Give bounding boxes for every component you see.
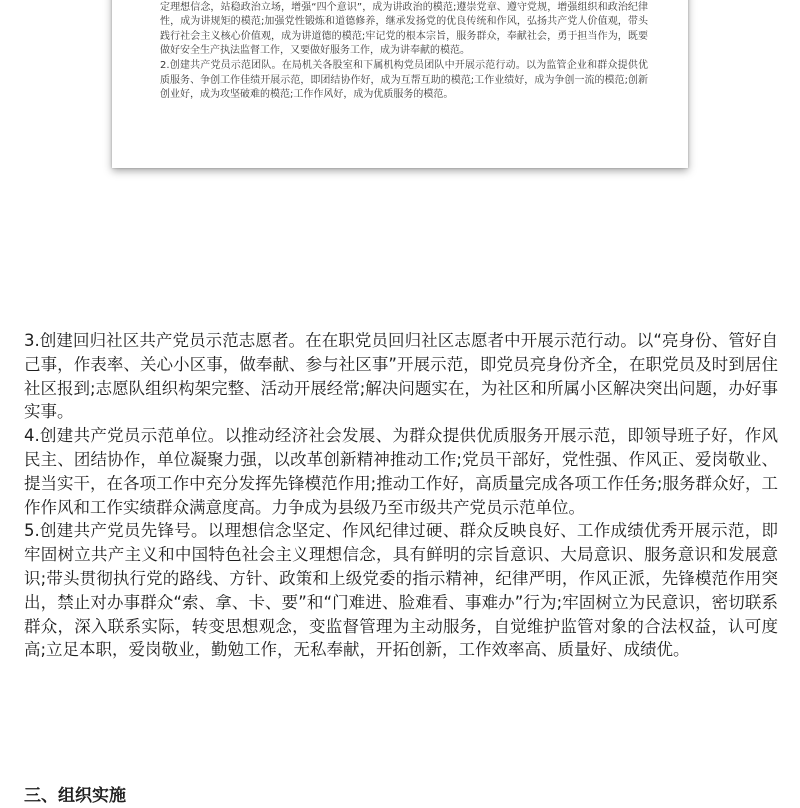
page-thumbnail-text xyxy=(160,0,648,103)
paragraph-item-4: 4.创建共产党员示范单位。以推动经济社会发展、为群众提供优质服务开展示范，即领导班子好，作风民主、团结协作，单位凝聚力强，以改革创新精神推动工作;党员干部好，党性强、作风正、爱岗敬业、提当实干，在各项工作中充分发挥先锋模范作用;推动工作好，高质量完成各项工作任务;服务群众好，工作作风和工作实绩群众满意度高。力争成为县级乃至市级共产党员示范单位。 xyxy=(24,426,778,517)
document-body xyxy=(24,329,778,662)
section-heading: 三、组织实施 xyxy=(24,786,126,806)
preview-paragraph-2: 2.创建共产党员示范团队。在局机关各股室和下属机构党员团队中开展示范行动。以为监管企业和群众提供优质服务、争创工作佳绩开展示范，即团结协作好，成为互帮互助的模范;工作业绩好，成为争创一流的模范;创新创业好，成为攻坚破难的模范;工作作风好，成为优质服务的模范。 xyxy=(160,59,648,101)
page-thumbnail[interactable] xyxy=(112,0,688,168)
paragraph-item-5: 5.创建共产党员先锋号。以理想信念坚定、作风纪律过硬、群众反映良好、工作成绩优秀开展示范，即牢固树立共产主义和中国特色社会主义理想信念，具有鲜明的宗旨意识、大局意识、服务意识和发展意识;带头贯彻执行党的路线、方针、政策和上级党委的指示精神，纪律严明，作风正派，先锋模范作用突出，禁止对办事群众“索、拿、卡、要”和“门难进、脸难看、事难办”行为;牢固树立为民意识，密切联系群众，深入联系实际，转变思想观念，变监督管理为主动服务，自觉维护监管对象的合法权益，认可度高;立足本职，爱岗敬业，勤勉工作，无私奉献，开拓创新，工作效率高、质量好、成绩优。 xyxy=(24,521,778,660)
preview-paragraph-1: 定理想信念，站稳政治立场，增强“四个意识”，成为讲政治的模范;遵崇党章、遵守党规，增强组织和政治纪律性，成为讲规矩的模范;加强党性锻炼和道德修养，继承发扬党的优良传统和作风，弘扬共产党人价值观，带头践行社会主义核心价值观，成为讲道德的模范;牢记党的根本宗旨，服务群众，奉献社会，勇于担当作为，既要做好安全生产执法监督工作，又要做好服务工作，成为讲奉献的模范。 xyxy=(160,1,648,57)
page-preview-area xyxy=(0,0,800,200)
paragraph-item-3: 3.创建回归社区共产党员示范志愿者。在在职党员回归社区志愿者中开展示范行动。以“亮身份、管好自己事，作表率、关心小区事，做奉献、参与社区事”开展示范，即党员亮身份齐全，在职党员及时到居住社区报到;志愿队组织构架完整、活动开展经常;解决问题实在，为社区和所属小区解决突出问题，办好事实事。 xyxy=(24,331,778,422)
